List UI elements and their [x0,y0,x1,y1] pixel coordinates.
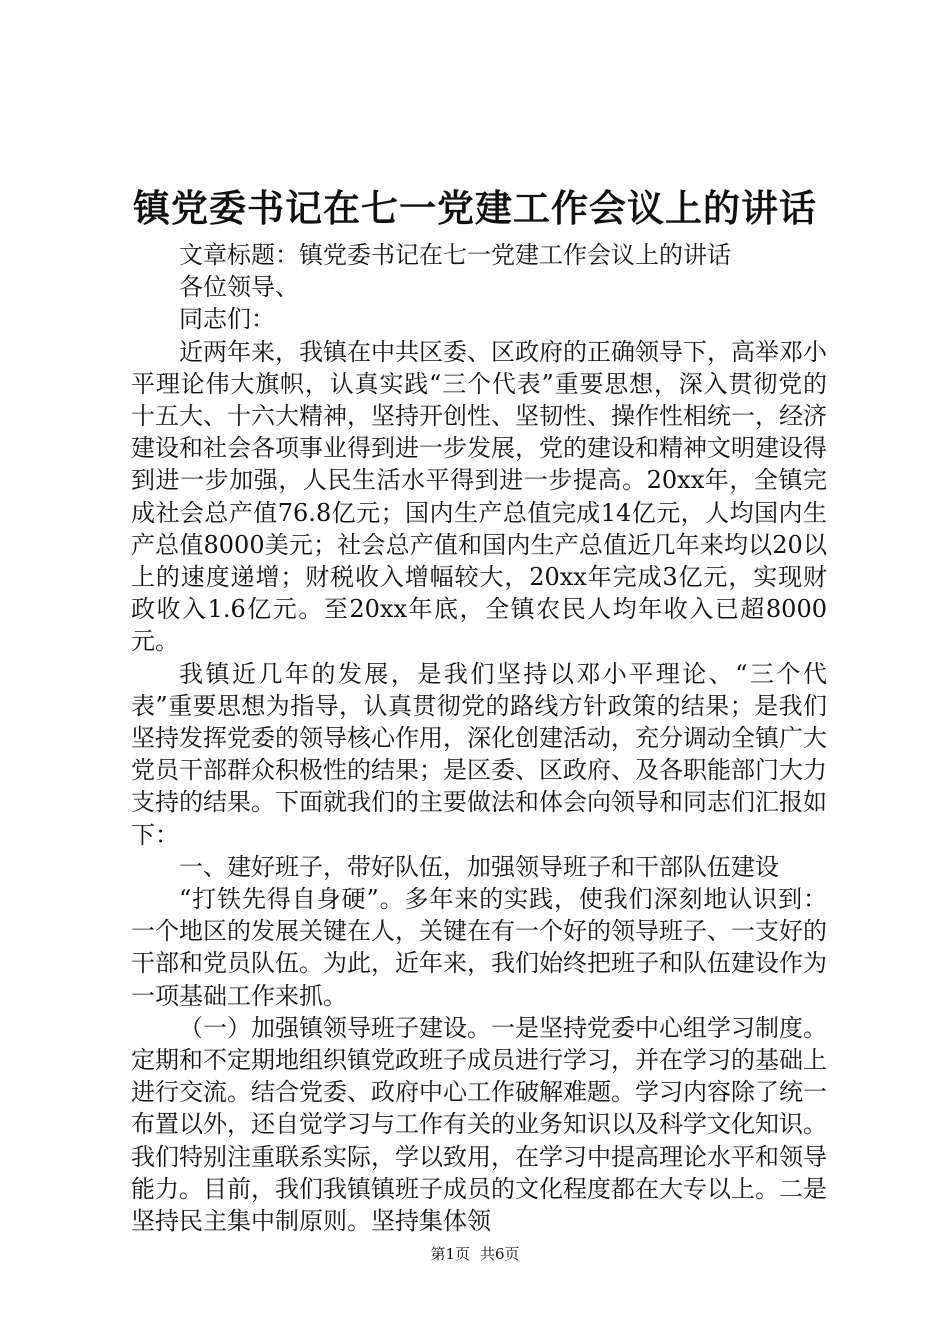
salutation-leaders: 各位领导、 [179,273,299,302]
paragraph: 近两年来，我镇在中共区委、区政府的正确领导下，高举邓小平理论伟大旗帜，认真实践“三个代表”重要思想，深入贯彻党的十五大、十六大精神，坚持开创性、坚韧性、操作性相统一，经济建设和社会各项事业得到进一步发展，党的建设和精神文明建设得到进一步加强，人民生活水平得到进一步提高。20xx年，全镇完成社会总产值76.8亿元；国内生产总值完成14亿元，人均国内生产总值8000美元；社会总产值和国内生产总值近几年来均以20以上的速度递增；财税收入增幅较大，20xx年完成3亿元，实现财政收入1.6亿元。至20xx年底，全镇农民人均年收入已超8000元。 [131,337,827,656]
paragraph: （一）加强镇领导班子建设。一是坚持党委中心组学习制度。定期和不定期地组织镇党政班子成员进行学习，并在学习的基础上进行交流。结合党委、政府中心工作破解难题。学习内容除了统一布置以外，还自觉学习与工作有关的业务知识以及科学文化知识。我们特别注重联系实际，学以致用，在学习中提高理论水平和领导能力。目前，我们我镇镇班子成员的文化程度都在大专以上。二是坚持民主集中制原则。坚持集体领 [131,1013,827,1236]
document-body [131,239,827,1237]
salutation-comrades: 同志们： [179,305,275,334]
page-number: 第1页 [430,1245,470,1263]
section-heading: 一、建好班子，带好队伍，加强领导班子和干部队伍建设 [179,852,779,881]
paragraph: 我镇近几年的发展，是我们坚持以邓小平理论、“三个代表”重要思想为指导，认真贯彻党的路线方针政策的结果；是我们坚持发挥党委的领导核心作用，深化创建活动，充分调动全镇广大党员干部群众积极性的结果；是区委、区政府、及各职能部门大力支持的结果。下面就我们的主要做法和体会向领导和同志们汇报如下： [131,659,827,849]
paragraph: “打铁先得自身硬”。多年来的实践，使我们深刻地认识到：一个地区的发展关键在人，关键在有一个好的领导班子、一支好的干部和党员队伍。为此，近年来，我们始终把班子和队伍建设作为一项基础工作来抓。 [131,885,827,1010]
article-title-line: 文章标题：镇党委书记在七一党建工作会议上的讲话 [179,241,731,269]
document-title: 镇党委书记在七一党建工作会议上的讲话 [133,186,817,230]
page-count: 共6页 [480,1245,520,1263]
page-footer [0,1244,950,1264]
